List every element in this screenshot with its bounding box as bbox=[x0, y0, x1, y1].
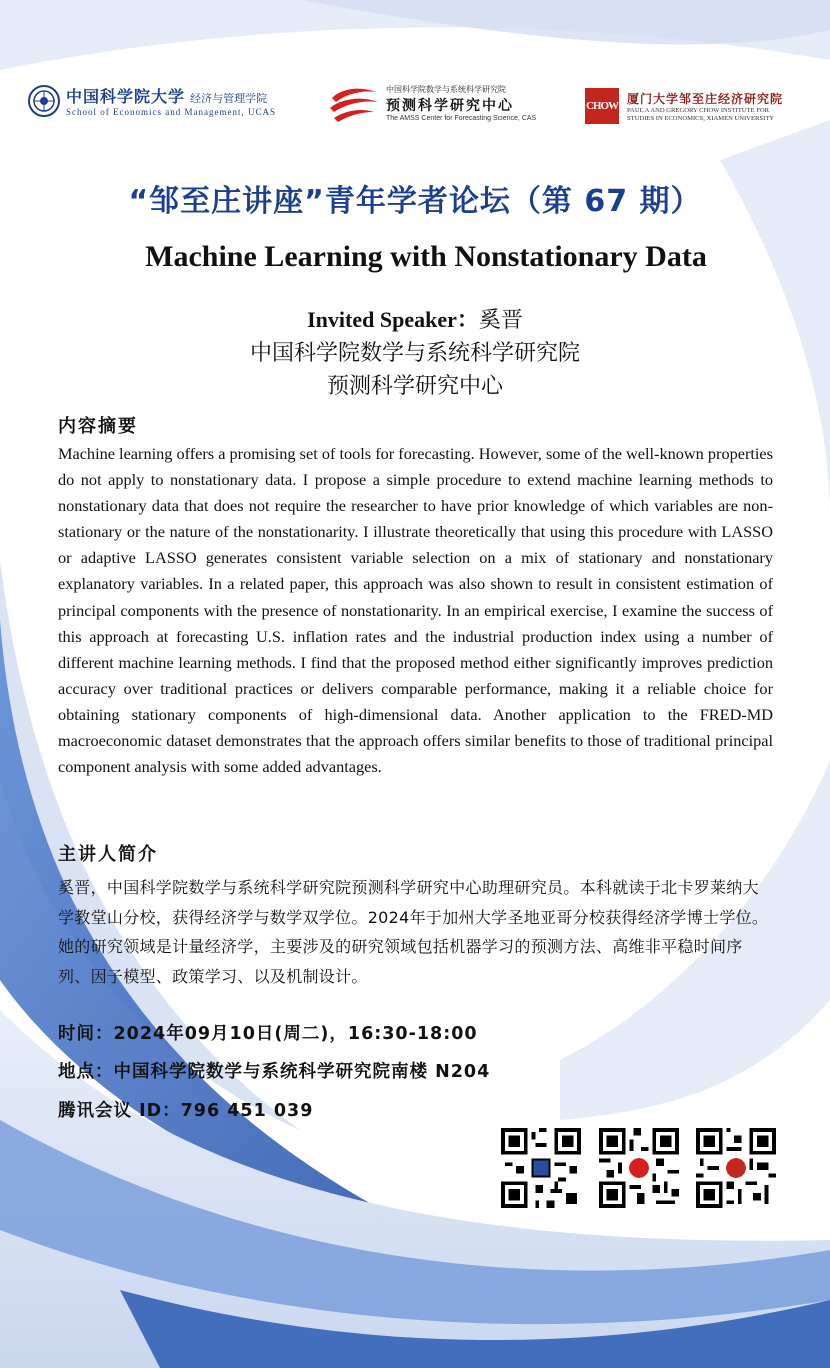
abstract-text: Machine learning offers a promising set of tools for forecasting. However, some of the well-known properties do not apply to nonstationary data. I propose a simple procedure to extend machine learning methods to nonstationary data that does not require the researcher to have prior knowledge of which variables are non-stationary or the nature of the nonstationarity. I illustrate theoretically that using this procedure with LASSO or adaptive LASSO generates consistent variable selection on a mix of stationary and nonstationary explanatory variables. In a related paper, this approach was also shown to result in consistent estimation of principal components with the presence of nonstationarity. In an empirical exercise, I examine the success of this approach at forecasting U.S. inflation rates and the industrial production index using a number of different machine learning methods. I find that the proposed method either significantly improves prediction accuracy over traditional practices or delivers comparable performance, making it a reliable choice for obtaining stationary components of high-dimensional data. Another application to the FRED-MD macroeconomic dataset demonstrates that the approach offers similar benefits to those of traditional principal component analysis with some added advantages. bbox=[58, 444, 773, 777]
ucas-logo bbox=[28, 84, 276, 117]
chow-logo bbox=[585, 88, 783, 124]
amss-parent: 中国科学院数学与系统科学研究院 bbox=[386, 85, 506, 94]
amss-name: 预测科学研究中心 bbox=[386, 98, 514, 114]
amss-logo bbox=[328, 80, 536, 126]
chow-badge: CHOW bbox=[585, 88, 619, 124]
bio-text: 奚晋，中国科学院数学与系统科学研究院预测科学研究中心助理研究员。本科就读于北卡罗莱纳大学教堂山分校，获得经济学与数学双学位。2024年于加州大学圣地亚哥分校获得经济学博士学位。她的研究领域是计量经济学，主要涉及的研究领域包括机器学习的预测方法、高维非平稳时间序列、因子模型、政策学习、以及机制设计。 bbox=[58, 878, 769, 986]
speaker-affiliation-1: 中国科学院数学与系统科学研究院 bbox=[249, 341, 580, 366]
event-place: 地点：中国科学院数学与系统科学研究院南楼 N204 bbox=[58, 1062, 491, 1082]
qr-code-icon[interactable] bbox=[501, 1128, 581, 1208]
abstract-heading: 内容摘要 bbox=[58, 416, 138, 437]
speaker-label: Invited Speaker： bbox=[307, 307, 479, 332]
series-title: “邹至庄讲座”青年学者论坛（第 67 期） bbox=[128, 184, 702, 219]
qr-code-icon[interactable] bbox=[696, 1128, 776, 1208]
event-time: 时间：2024年09月10日(周二)，16:30-18:00 bbox=[58, 1024, 478, 1044]
amss-english: The AMSS Center for Forecasting Science, CAS bbox=[386, 115, 537, 122]
qr-code-icon[interactable] bbox=[599, 1128, 679, 1208]
chow-english-2: STUDIES IN ECONOMICS, XIAMEN UNIVERSITY bbox=[627, 114, 775, 122]
speaker-affiliation-2: 预测科学研究中心 bbox=[326, 374, 503, 399]
speaker-block bbox=[0, 303, 830, 403]
amss-emblem-icon bbox=[328, 80, 380, 126]
ucas-school: 经济与管理学院 bbox=[190, 92, 268, 105]
ucas-emblem-icon bbox=[28, 85, 60, 117]
chow-name: 厦门大学邹至庄经济研究院 bbox=[627, 91, 784, 106]
ucas-english: School of Economics and Management, UCAS bbox=[66, 107, 276, 117]
speaker-name: 奚晋 bbox=[478, 308, 523, 333]
bio-heading: 主讲人简介 bbox=[58, 844, 158, 865]
event-meeting-id: 腾讯会议 ID：796 451 039 bbox=[58, 1101, 314, 1121]
chow-english-1: PAUL A AND GREGORY CHOW INSTITUTE FOR bbox=[627, 106, 770, 114]
talk-title: Machine Learning with Nonstationary Data bbox=[145, 240, 707, 273]
ucas-name: 中国科学院大学 bbox=[66, 87, 186, 106]
